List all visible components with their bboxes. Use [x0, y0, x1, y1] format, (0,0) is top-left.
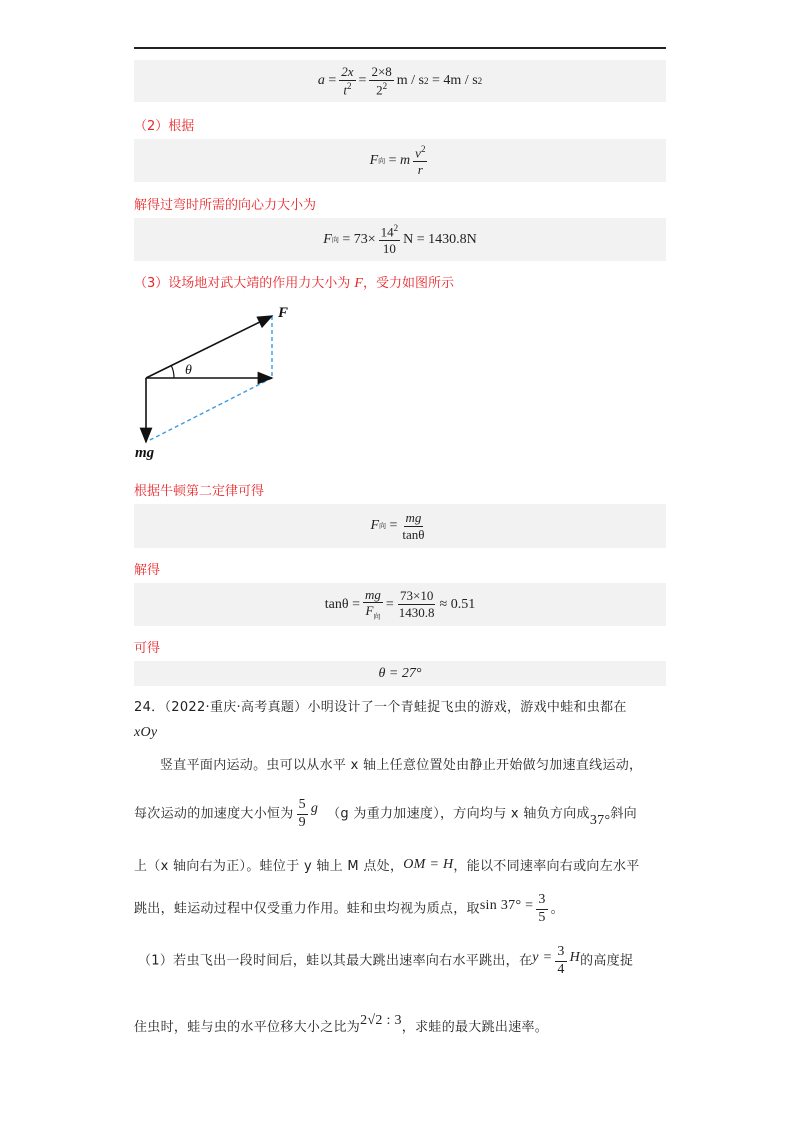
top-rule: [134, 47, 666, 49]
eq-F: F: [369, 152, 379, 168]
eq-sign: =: [328, 73, 337, 88]
denominator: 9: [298, 814, 306, 830]
dashed-line-diagonal: [148, 378, 272, 441]
solution-text-force: 解得过弯时所需的向心力大小为: [134, 198, 317, 213]
text: ，能以不同速率向右或向左水平: [453, 859, 640, 874]
denominator: F: [365, 603, 374, 619]
eq-expression: = 73×: [342, 231, 376, 247]
fraction-values: [397, 589, 437, 619]
eq-sign: =: [385, 596, 394, 612]
g-symbol: g: [310, 800, 319, 816]
fraction-mg-tan: [400, 511, 426, 541]
solution-step-5: 解得: [134, 563, 161, 578]
angle-result: θ = 27°: [378, 665, 422, 681]
H-symbol: H: [569, 949, 581, 965]
sin-37: sin 37° =: [479, 897, 534, 913]
text: （1）若虫飞出一段时间后，蛙以其最大跳出速率向右水平跳出，在: [138, 953, 533, 969]
numerator: 3: [536, 893, 547, 910]
result: = 4m / s: [432, 73, 478, 88]
denominator: r: [417, 161, 423, 177]
denominator: t: [343, 82, 347, 98]
numerator: mg: [364, 586, 381, 602]
text: 斜向: [610, 806, 637, 822]
numerator: 14: [380, 224, 394, 240]
text: ，求蛙的最大跳出速率。: [401, 1020, 549, 1035]
denominator: tanθ: [402, 526, 425, 542]
force-F-arrow: [146, 316, 272, 378]
numerator: 2x: [341, 64, 354, 80]
fraction-3-4: [555, 945, 566, 977]
numerator: v: [415, 145, 421, 161]
OM-equals-H: OM = H: [403, 857, 454, 872]
step-3-F: F: [354, 276, 363, 291]
subscript: 向: [331, 235, 339, 244]
question-line-5: [134, 893, 564, 925]
eq-sign: =: [388, 152, 397, 168]
solution-step-3: [134, 272, 454, 292]
text: 跳出，蛙运动过程中仅受重力作用。蛙和虫均视为质点，取: [134, 901, 480, 917]
equation-box-force-value: [134, 218, 666, 261]
text: 的高度捉: [580, 953, 634, 969]
solution-step-2: （2）根据: [134, 119, 195, 134]
fraction-2x8-2sq: $\frac{2\times 8}{2^2}$: [371, 64, 392, 98]
xOy-label: xOy: [134, 725, 158, 740]
eq-sign: =: [389, 518, 398, 533]
denominator: 1430.8: [398, 605, 435, 620]
y-equals: y =: [532, 949, 553, 965]
text: 。: [550, 901, 564, 917]
label-mg: mg: [135, 445, 155, 461]
ratio-expression: 2√2 : 3: [360, 1013, 402, 1028]
eq-sign: =: [358, 73, 367, 88]
text: （g 为重力加速度），方向均与 x 轴负方向成: [327, 806, 590, 822]
question-line-7: [134, 1013, 549, 1036]
solution-step-6: 可得: [134, 641, 161, 656]
label-F: F: [278, 305, 289, 321]
text: 住虫时，蛙与虫的水平位移大小之比为: [134, 1020, 361, 1035]
denominator: 2: [376, 82, 383, 98]
result: ≈ 0.51: [439, 596, 476, 612]
step-3-text: （3）设场地对武大靖的作用力大小为: [134, 276, 351, 291]
subscript: 向: [379, 522, 387, 530]
unit: m / s: [396, 73, 425, 88]
question-line-6: [138, 945, 633, 977]
equation-box-centripetal: [134, 139, 666, 182]
angle-37: 37°: [589, 812, 611, 828]
fraction-2x-t2: $\frac{2x}{t^2}$: [341, 64, 354, 98]
eq-F: F: [323, 231, 332, 247]
text: 每次运动的加速度大小恒为: [134, 806, 294, 822]
text: 上（x 轴向右为正）。蛙位于 y 轴上 M 点处，: [134, 859, 404, 874]
numerator: 3: [555, 945, 566, 962]
equation-box-newton: [134, 504, 666, 548]
subscript: 向: [378, 156, 386, 165]
force-diagram: [130, 300, 310, 470]
denominator: 5: [538, 909, 546, 925]
equation-box-tangent: [134, 583, 666, 626]
subscript: 向: [373, 612, 381, 621]
result: N = 1430.8N: [403, 231, 477, 247]
numerator: mg: [405, 509, 422, 525]
denominator: 4: [557, 961, 565, 977]
angle-arc: [171, 365, 174, 378]
numerator: 5: [297, 798, 308, 815]
question-line-2b: 竖直平面内运动。虫可以从水平 x 轴上任意位置处由静止开始做匀加速直线运动，: [160, 758, 643, 773]
step-3-tail: ，受力如图所示: [362, 276, 454, 291]
numerator: 2×8: [371, 64, 392, 80]
question-line-2: [134, 725, 158, 748]
question-line-3: [134, 798, 637, 830]
eq-a: a: [317, 73, 325, 88]
fraction-3-5: [536, 893, 547, 925]
label-theta: θ: [185, 363, 192, 378]
solution-step-4: 根据牛顿第二定律可得: [134, 484, 265, 499]
numerator: 73×10: [399, 588, 434, 604]
equation-box-angle: [134, 661, 666, 686]
fraction-v2-r: $\frac{v^2}{r}$: [415, 143, 426, 177]
fraction-14sq-10: $\frac{14^2}{10}$: [380, 222, 399, 256]
equation-box-acceleration: a = $\frac{2x}{t^2}$ = $\frac{2\times 8}{2^2}$ m / s 2 = 4m / s 2: [134, 60, 666, 102]
fraction-5-9: [297, 798, 308, 830]
question-line-4: [134, 855, 640, 875]
eq-F: F: [370, 518, 380, 533]
question-line-1: 24．（2022·重庆·高考真题）小明设计了一个青蛙捉飞虫的游戏，游戏中蛙和虫都在: [134, 700, 627, 715]
eq-m: m: [400, 152, 411, 168]
eq-lhs: tanθ =: [324, 596, 360, 612]
denominator: 10: [382, 240, 396, 256]
fraction-mg-F: [363, 588, 383, 622]
